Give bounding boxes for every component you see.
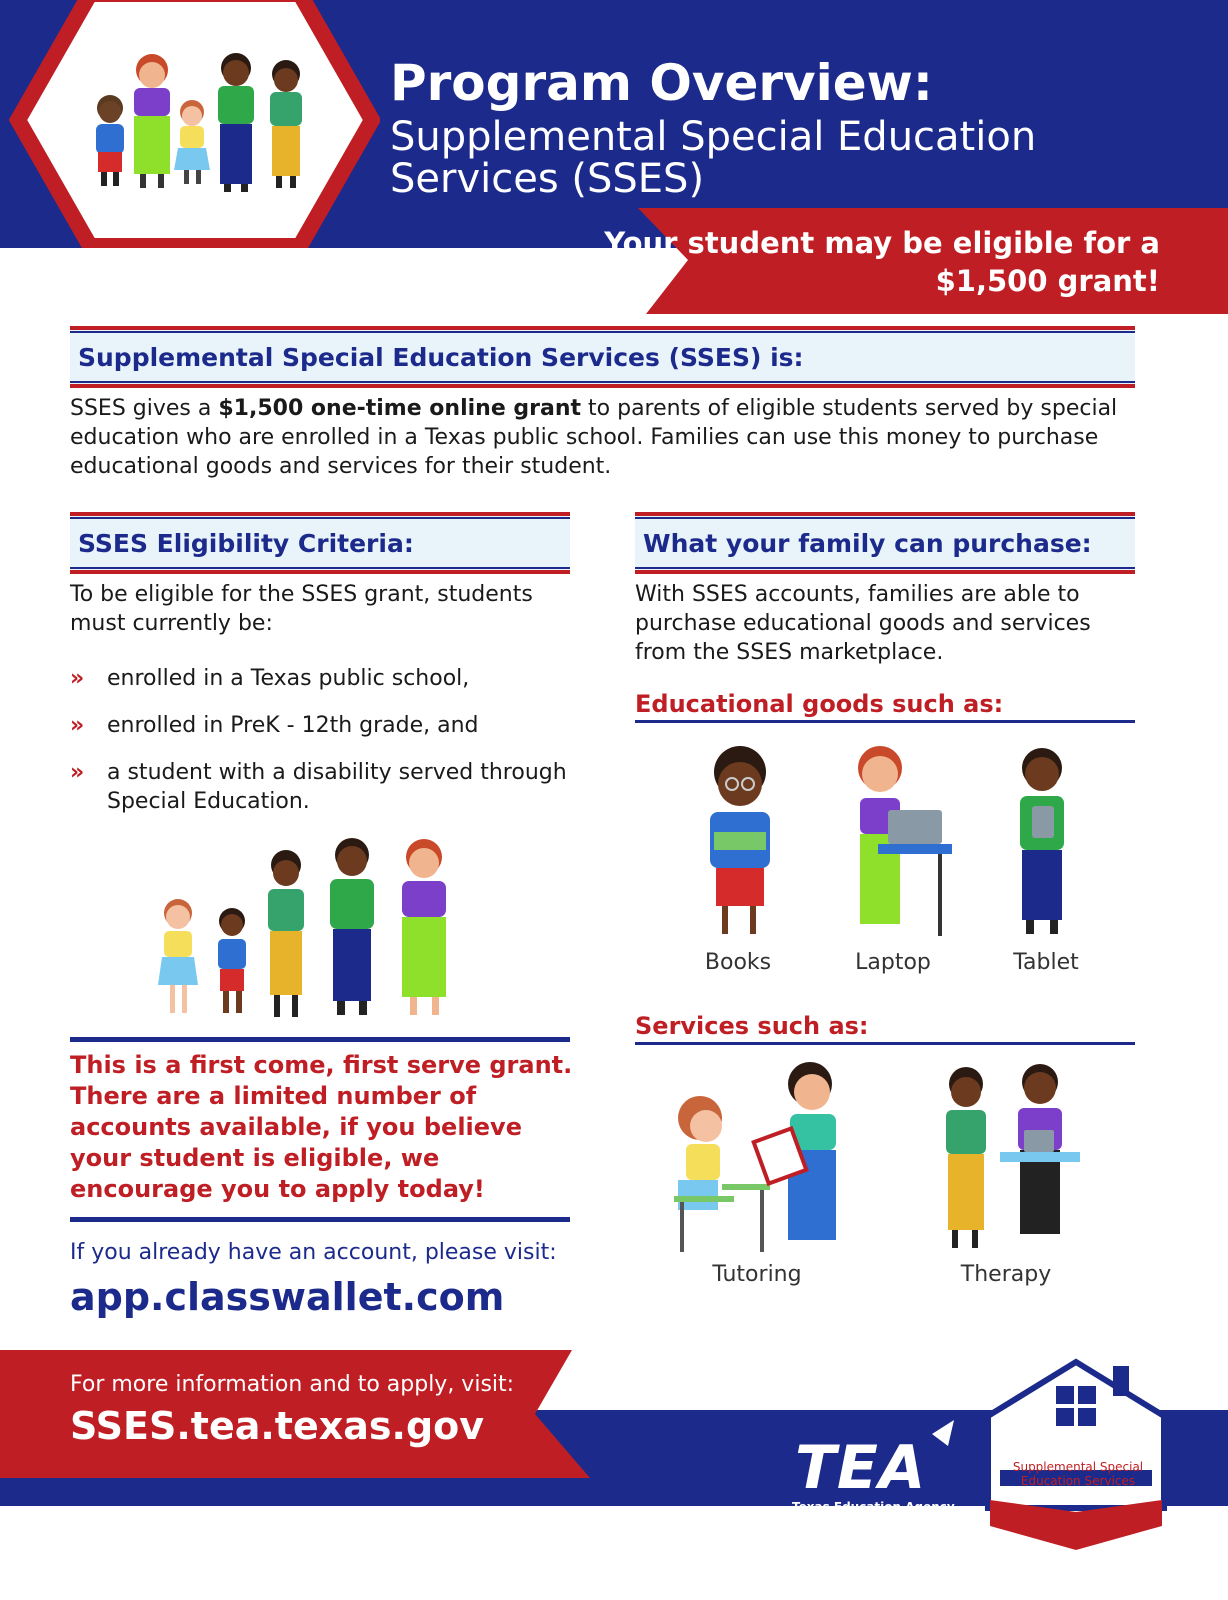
intro-heading [70, 326, 1135, 388]
woman-figure-icon [134, 54, 170, 188]
services-illustration [660, 1060, 1100, 1260]
intro-heading-text: Supplemental Special Education Services (SSES) is: [78, 342, 804, 372]
goods-caption-tablet: Tablet [1013, 950, 1079, 975]
books-icon [710, 746, 770, 934]
first-come-notice: This is a first come, first serve grant. There are a limited number of accounts available, if you believe your student is eligible, we encourage you to apply today! [70, 1051, 573, 1203]
woman-figure-icon [402, 839, 446, 1015]
tea-logo: TEA [795, 1433, 927, 1503]
tablet-icon [1020, 748, 1064, 934]
header-family-illustration [0, 0, 380, 248]
eligibility-list [70, 664, 590, 834]
eligibility-heading: SSES Eligibility Criteria: [70, 512, 570, 574]
woman-figure-icon [268, 850, 304, 1017]
apply-link[interactable]: SSES.tea.texas.gov [70, 1404, 485, 1448]
man-figure-icon [330, 838, 374, 1015]
purchase-heading: What your family can purchase: [635, 512, 1135, 574]
chevron-right-icon: » [70, 713, 85, 738]
list-item: » enrolled in a Texas public school, [70, 666, 470, 691]
sses-logo-text: Supplemental Special Education Services [1012, 1460, 1144, 1488]
divider [70, 1037, 570, 1042]
woman-figure-icon [270, 60, 302, 188]
tutoring-icon [674, 1062, 836, 1252]
man-figure-icon [218, 53, 254, 192]
girl-figure-icon [158, 899, 198, 1013]
purchase-lead: With SSES accounts, families are able to purchase educational goods and services from the SSES marketplace. [635, 582, 1091, 665]
account-label: If you already have an account, please visit: [70, 1240, 557, 1265]
chevron-right-icon: » [70, 666, 85, 691]
goods-heading: Educational goods such as: [635, 688, 1135, 723]
intro-paragraph: SSES gives a $1,500 one-time online grant to parents of eligible students served by special education who are enrolled in a Texas public school. Families can use this money to purchase educational goods and services for their student. [70, 396, 1118, 479]
list-item: » a student with a disability served through Special Education. [70, 760, 567, 814]
page-title: Program Overview: [390, 54, 933, 112]
laptop-icon [858, 746, 952, 936]
tea-agency-name: Texas Education Agency [792, 1500, 955, 1514]
apply-label: For more information and to apply, visit: [70, 1372, 515, 1397]
goods-illustration [680, 740, 1100, 945]
therapy-icon [946, 1064, 1080, 1248]
services-caption-tutoring: Tutoring [712, 1262, 802, 1287]
grant-banner-text: Your student may be eligible for a $1,500 grant! [604, 226, 1160, 298]
services-heading: Services such as: [635, 1010, 1135, 1045]
list-item: » enrolled in PreK - 12th grade, and [70, 713, 479, 738]
boy-figure-icon [218, 908, 246, 1013]
chevron-right-icon: » [70, 760, 85, 785]
page-subtitle: Supplemental Special Education Services (SSES) [390, 114, 1037, 202]
classwallet-link[interactable]: app.classwallet.com [70, 1275, 505, 1319]
family-illustration [150, 835, 470, 1025]
goods-caption-books: Books [704, 950, 772, 975]
grant-amount-highlight: $1,500 one-time online grant [218, 396, 582, 421]
goods-caption-laptop: Laptop [855, 950, 931, 975]
sses-house-logo [988, 1362, 1164, 1550]
services-caption-therapy: Therapy [960, 1262, 1052, 1287]
eligibility-lead: To be eligible for the SSES grant, students must currently be: [70, 582, 533, 636]
divider [70, 1217, 570, 1222]
